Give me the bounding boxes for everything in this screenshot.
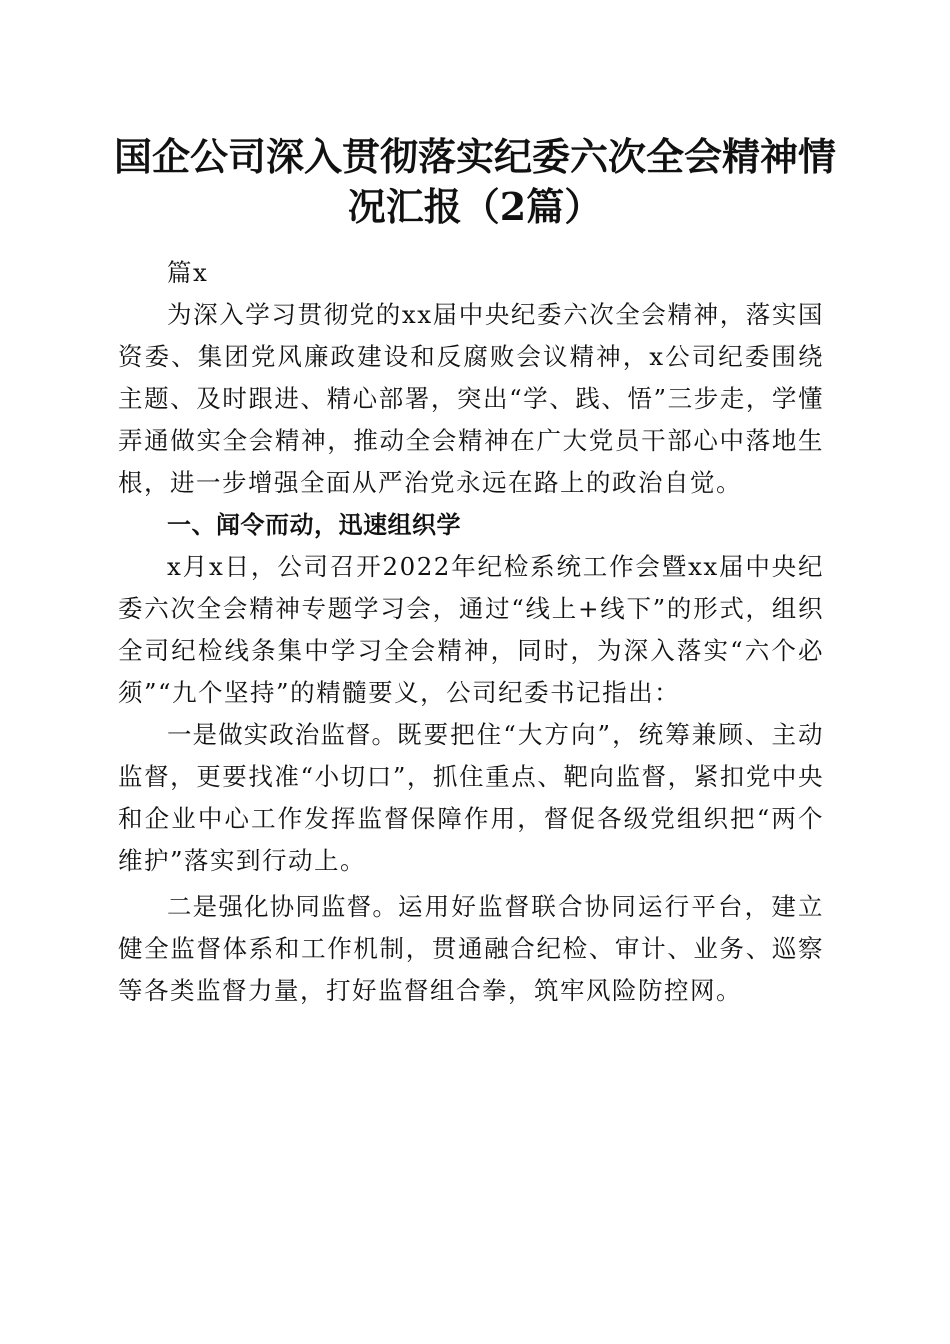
point-one-text: 既要把住“大方向”，统筹兼顾、主动监督，更要找准“小切口”，抓住重点、靶向监督，紧扣党中央和企业中心工作发挥监督保障作用，督促各级党组织把“两个维护”落实到行动上。 (118, 720, 824, 875)
point-two-paragraph (118, 886, 824, 1012)
point-two-text: 运用好监督联合协同运行平台，建立健全监督体系和工作机制，贯通融合纪检、审计、业务、巡察等各类监督力量，打好监督组合拳，筑牢风险防控网。 (118, 892, 824, 1005)
point-two-lead: 二是强化协同监督。 (167, 892, 398, 921)
section-heading: 一、闻令而动，迅速组织学 (167, 511, 461, 539)
point-one-lead: 一是做实政治监督。 (167, 720, 398, 749)
article-label: 篇x (167, 258, 209, 287)
intro-paragraph: 为深入学习贯彻党的xx届中央纪委六次全会精神，落实国资委、集团党风廉政建设和反腐败会议精神，x公司纪委围绕主题、及时跟进、精心部署，突出“学、践、悟”三步走，学懂弄通做实全会精神，推动全会精神在广大党员干部心中落地生根，进一步增强全面从严治党永远在路上的政治自觉。 (118, 300, 824, 497)
section-paragraph: x月x日，公司召开2022年纪检系统工作会暨xx届中央纪委六次全会精神专题学习会，通过“线上+线下”的形式，组织全司纪检线条集中学习全会精神，同时，为深入落实“六个必须”“九个坚持”的精髓要义，公司纪委书记指出： (118, 552, 824, 707)
point-one-paragraph (118, 714, 824, 882)
document-title: 国企公司深入贯彻落实纪委六次全会精神情况汇报（2篇） (113, 134, 836, 229)
document-body (118, 252, 824, 1012)
